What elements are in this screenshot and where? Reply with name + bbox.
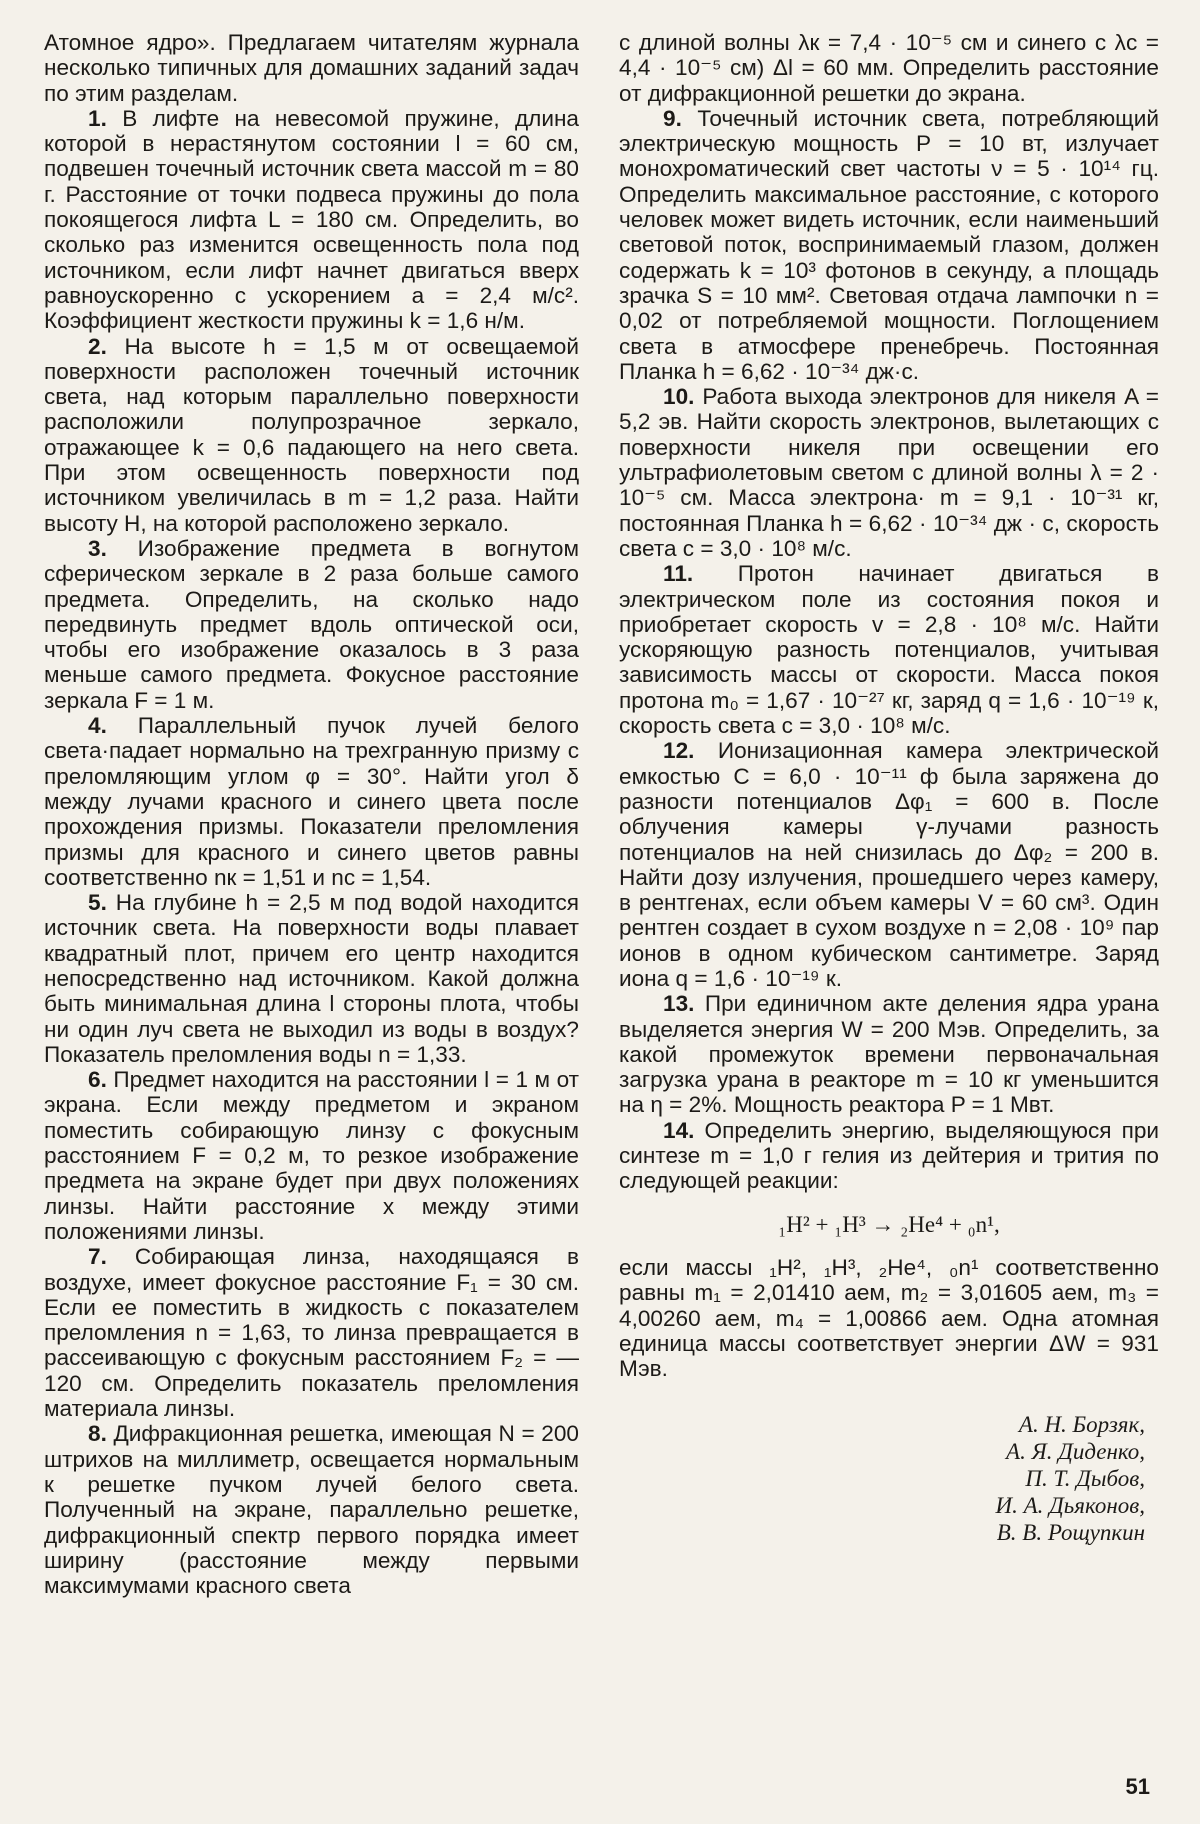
left-column (44, 30, 579, 1598)
problem-text: Протон начинает двигаться в электрическом поле из состояния покоя и приобретает скорость v = 2,8 · 10⁸ м/с. Найти ускоряющую разность потенциалов, учитывая зависимость массы от скорости. Масса покоя протона m₀ = 1,67 · 10⁻²⁷ кг, заряд q = 1,6 · 10⁻¹⁹ к, скорость света c = 3,0 · 10⁸ м/с. (619, 561, 1160, 739)
problem-3 (44, 536, 579, 713)
problem-8 (44, 1421, 579, 1598)
problem-14 (619, 1118, 1159, 1194)
reaction-formula: ₁H² + ₁H³ → ₂He⁴ + ₀n¹, (778, 1211, 1000, 1237)
author-name: А. Н. Борзяк, (1018, 1412, 1145, 1438)
problem-number: 13. (663, 991, 695, 1017)
author-name: И. А. Дьяконов, (995, 1493, 1145, 1519)
problem-text: Предмет находится на расстоянии l = 1 м от экрана. Если между предметом и экраном поместить собирающую линзу с фокусным расстоянием F = 0,2 м, то резкое изображение предмета на экране будет при двух положениях линзы. Найти расстояние x между этими положениями линзы. (44, 1067, 580, 1244)
problem-1 (44, 106, 579, 334)
author-name: А. Я. Диденко, (1006, 1439, 1145, 1465)
problem-text: Ионизационная камера электрической емкостью C = 6,0 · 10⁻¹¹ ф была заряжена до разности потенциалов Δφ₁ = 600 в. После облучения камеры γ-лучами разность потенциалов на ней снизилась до Δφ₂ = 200 в. Найти дозу излучения, прошедшего через камеру, в рентгенах, если объем камеры V = 60 см³. Один рентген создает в сухом воздухе n = 2,08 · 10⁹ пар ионов в одном кубическом сантиметре. Заряд иона q = 1,6 · 10⁻¹⁹ к. (619, 738, 1160, 991)
page-number: 51 (1125, 1774, 1150, 1799)
problem-7 (44, 1244, 579, 1421)
problem-11 (619, 561, 1159, 738)
right-column (619, 30, 1159, 1546)
problem-number: 11. (663, 561, 694, 587)
problem-text: Собирающая линза, находящаяся в воздухе, имеет фокусное расстояние F₁ = 30 см. Если ее поместить в жидкость с показателем преломления n = 1,63, то линза превращается в рассеивающую с фокусным расстоянием F₂ = — 120 см. Определить показатель преломления материала линзы. (44, 1244, 579, 1422)
problem-text: На глубине h = 2,5 м под водой находится источник света. На поверхности воды плавает квадратный плот, причем его центр находится непосредственно над источником. Какой должна быть минимальная длина l стороны плота, чтобы ни один луч света не выходил из воды в воздух? Показатель преломления воды n = 1,33. (44, 890, 579, 1067)
problem-number: 5. (88, 890, 107, 916)
problem-text: Параллельный пучок лучей белого света·падает нормально на трехгранную призму с преломляющим углом φ = 30°. Найти угол δ между лучами красного и синего цвета после прохождения призмы. Показатели преломления призмы для красного и синего цветов равны соответственно nк = 1,51 и nс = 1,54. (44, 713, 580, 890)
problem-12 (619, 738, 1159, 991)
problem-number: 10. (663, 384, 695, 410)
problem-number: 3. (88, 535, 107, 561)
problem-number: 7. (88, 1244, 107, 1270)
problem-number: 4. (88, 713, 107, 739)
author-name: В. В. Рощупкин (996, 1520, 1145, 1546)
intro-paragraph: Атомное ядро». Предлагаем читателям журнала несколько типичных для домашних заданий задач по этим разделам. (44, 30, 579, 106)
problem-13 (619, 991, 1159, 1117)
problem-number: 12. (663, 738, 695, 764)
problem-6 (44, 1067, 579, 1244)
problem-number: 2. (88, 333, 107, 359)
authors-list (619, 1411, 1159, 1546)
problem-2 (44, 334, 579, 536)
problem-text: В лифте на невесомой пружине, длина которой в нерастянутом состоянии l = 60 см, подвешен точечный источник света массой m = 80 г. Расстояние от точки подвеса пружины до пола покоящегося лифта L = 180 см. Определить, во сколько раз изменится освещенность пола под источником, если лифт начнет двигаться вверх равноускоренно с ускорением a = 2,4 м/с². Коэффициент жесткости пружины k = 1,6 н/м. (44, 105, 579, 334)
author-name: П. Т. Дыбов, (1025, 1466, 1145, 1492)
problem-text: Изображение предмета в вогнутом сферическом зеркале в 2 раза больше самого предмета. Определить, на сколько надо передвинуть предмет вдоль оптической оси, чтобы его изображение оказалось в 3 раза меньше самого предмета. Фокусное расстояние зеркала F = 1 м. (44, 535, 579, 713)
problem-text: Точечный источник света, потребляющий электрическую мощность P = 10 вт, излучает монохроматический свет частоты ν = 5 · 10¹⁴ гц. Определить максимальное расстояние, с которого человек может видеть источник, если наименьший световой поток, воспринимаемый глазом, должен содержать k = 10³ фотонов в секунду, а площадь зрачка S = 10 мм². Световая отдача лампочки n = 0,02 от потребляемой мощности. Поглощением света в атмосфере пренебречь. Постоянная Планка h = 6,62 · 10⁻³⁴ дж·с. (619, 105, 1159, 384)
problem-4 (44, 713, 579, 890)
problem-number: 1. (88, 105, 107, 131)
problem-10 (619, 384, 1159, 561)
problem-text: При единичном акте деления ядра урана выделяется энергия W = 200 Мэв. Определить, за какой промежуток времени первоначальная загрузка урана в реакторе m = 10 кг уменьшится на η = 2%. Мощность реактора P = 1 Мвт. (619, 991, 1159, 1118)
problem-text: На высоте h = 1,5 м от освещаемой поверхности расположен точечный источник света, над которым параллельно поверхности расположили полупрозрачное зеркало, отражающее k = 0,6 падающего на него света. При этом освещенность поверхности под источником увеличилась в m = 1,2 раза. Найти высоту H, на которой расположено зеркало. (44, 333, 579, 536)
problem-number: 9. (663, 105, 682, 131)
problem-9 (619, 106, 1159, 384)
problem-8-continued: с длиной волны λк = 7,4 · 10⁻⁵ см и синего с λс = 4,4 · 10⁻⁵ см) Δl = 60 мм. Определить расстояние от дифракционной решетки до экрана. (619, 30, 1159, 106)
problem-number: 6. (88, 1067, 107, 1093)
problem-text: Определить энергию, выделяющуюся при синтезе m = 1,0 г гелия из дейтерия и трития по следующей реакции: (619, 1117, 1160, 1194)
problem-14-continued: если массы ₁H², ₁H³, ₂He⁴, ₀n¹ соответственно равны m₁ = 2,01410 аем, m₂ = 3,01605 аем, m₃ = 4,00260 аем, m₄ = 1,00866 аем. Одна атомная единица массы соответствует энергии ΔW = 931 Мэв. (619, 1254, 1159, 1382)
problem-text: Дифракционная решетка, имеющая N = 200 штрихов на миллиметр, освещается нормальным к решетке пучком лучей белого света. Полученный на экране, параллельно решетке, дифракционный спектр первого порядка имеет ширину (расстояние между первыми максимумами красного света (44, 1421, 579, 1599)
problem-number: 14. (663, 1117, 695, 1143)
problem-text: Работа выхода электронов для никеля A = 5,2 эв. Найти скорость электронов, вылетающих с поверхности никеля при освещении его ультрафиолетовым светом с длиной волны λ = 2 · 10⁻⁵ см. Масса электрона· m = 9,1 · 10⁻³¹ кг, постоянная Планка h = 6,62 · 10⁻³⁴ дж · с, скорость света c = 3,0 · 10⁸ м/с. (619, 384, 1160, 561)
problem-number: 8. (88, 1421, 107, 1447)
problem-5 (44, 890, 579, 1067)
